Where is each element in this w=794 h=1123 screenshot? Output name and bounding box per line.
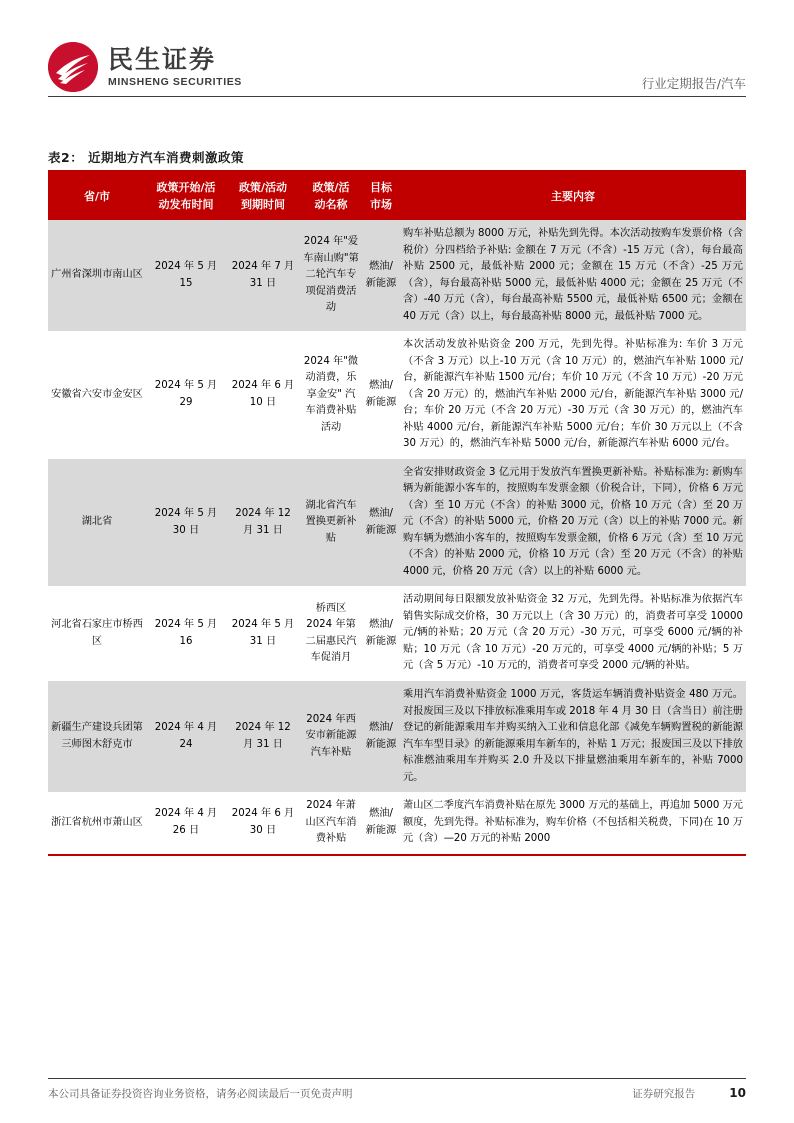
cell-region: 广州省深圳市南山区 <box>48 220 146 331</box>
footer-report-label: 证券研究报告 <box>632 1088 696 1100</box>
column-header-target-market <box>362 172 400 220</box>
cell-main-content: 购车补贴总额为 8000 万元，补贴先到先得。本次活动按购车发票价格（含税价）分四档给予补贴: 金额在 7 万元（不含）-15 万元（含），每台最高补贴 2500 元，最低补贴 2000 元；金额在 15 万元（不含）-25 万元（含），每台最高补贴 5000 元，最低补贴 4000 元；金额在 25 万元（不含）-40 万元（含），每台最高补贴 5500 元，最低补贴 6500 元；金额在 40 万元（含）以上，每台最高补贴 8000 元，最低补贴 7000 元。 <box>400 220 746 331</box>
cell-main-content: 乘用汽车消费补贴资金 1000 万元，客货运车辆消费补贴资金 480 万元。对报废国三及以下排放标准乘用车或 2018 年 4 月 30 日（含当日）前注册登记的新能源乘用车并购买纳入工业和信息化部《减免车辆购置税的新能源汽车车型目录》的新能源乘用车新车的，补贴 1 万元；报废国三及以下排放标准燃油乘用车并购买 2.0 升及以下排量燃油乘用车新车的，补贴 7000 元。 <box>400 681 746 792</box>
header-line: 市场 <box>370 198 392 212</box>
policy-table <box>48 172 746 854</box>
cell-start-date: 2024 年 4 月 24 <box>146 681 226 792</box>
cell-main-content: 活动期间每日限额发放补贴资金 32 万元，先到先得。补贴标准为依据汽车销售实际成交价格，30 万元以上（含 30 万元）的，消费者可享受 10000 元/辆的补贴；20 万元（含 20 万元）-30 万元，可享受 6000 元/辆的补贴；10 万元（含 10 万元）-20 万元的，可享受 4000 元/辆的补贴；5 万元（含 5 万元）-10 万元的，消费者可享受 2000 元/辆的补贴。 <box>400 586 746 681</box>
cell-start-date: 2024 年 5 月 30 日 <box>146 459 226 587</box>
column-header-region <box>48 172 146 220</box>
cell-end-date: 2024 年 12 月 31 日 <box>226 681 300 792</box>
cell-main-content: 本次活动发放补贴资金 200 万元，先到先得。补贴标准为: 车价 3 万元（不含 3 万元）以上-10 万元（含 10 万元）的，燃油汽车补贴 1000 元/台，新能源汽车补贴 1500 元/台；车价 10 万元（不含 10 万元）-20 万元（含 20 万元）的，燃油汽车补贴 2000 元/台，新能源汽车补贴 3000 元/台；车价 20 万元（不含 20 万元）-30 万元（含 30 万元）的，燃油汽车补贴 4000 元/台，新能源汽车补贴 5000 元/台；车价 30 万元以上（不含 30 万元）的，燃油汽车补贴 5000 元/台，新能源汽车补贴 6000 元/台。 <box>400 331 746 459</box>
column-header-end-date <box>226 172 300 220</box>
footer-right-group <box>632 1086 746 1101</box>
table-caption: 表2： 近期地方汽车消费刺激政策 <box>48 150 245 165</box>
footer-page-number: 10 <box>729 1086 746 1100</box>
cell-policy-name: 桥西区 2024 年第二届惠民汽车促消月 <box>300 586 362 681</box>
column-header-main-content <box>400 172 746 220</box>
cell-end-date: 2024 年 12 月 31 日 <box>226 459 300 587</box>
header-line: 到期时间 <box>241 198 285 212</box>
cell-region: 安徽省六安市金安区 <box>48 331 146 459</box>
brand-logo <box>48 42 242 92</box>
minsheng-logo-icon <box>48 42 98 92</box>
table-row <box>48 792 746 854</box>
column-header-policy-name <box>300 172 362 220</box>
table-row <box>48 681 746 792</box>
cell-policy-name: 2024 年"爱车南山购"第二轮汽车专项促消费活动 <box>300 220 362 331</box>
brand-text <box>108 44 242 88</box>
header-line: 动发布时间 <box>158 198 214 212</box>
cell-policy-name: 2024 年萧山区汽车消费补贴 <box>300 792 362 854</box>
footer-divider <box>48 1078 746 1079</box>
header-line: 省/市 <box>83 189 111 203</box>
cell-region: 河北省石家庄市桥西区 <box>48 586 146 681</box>
table-row <box>48 220 746 331</box>
header-line: 主要内容 <box>551 189 595 203</box>
column-header-start-date <box>146 172 226 220</box>
brand-name-cn: 民生证券 <box>108 44 217 74</box>
table-row <box>48 459 746 587</box>
cell-policy-name: 2024 年西安市新能源汽车补贴 <box>300 681 362 792</box>
brand-name-en: MINSHENG SECURITIES <box>108 75 242 88</box>
header-line: 动名称 <box>314 198 348 212</box>
cell-main-content: 全省安排财政资金 3 亿元用于发放汽车置换更新补贴。补贴标准为: 新购车辆为新能源小客车的，按照购车发票金额（价税合计，下同），价格 6 万元（含）至 10 万元（不含）的补贴 3000 元，价格 10 万元（含）至 20 万元（不含）的补贴 5000 元，价格 20 万元（含）以上的补贴 7000 元。新购车辆为燃油小客车的，按照购车发票金额，价格 6 万元（含）至 10 万元（不含）的补贴 2000 元，价格 10 万元（含）至 20 万元（不含）的补贴 4000 元，价格 20 万元（含）以上的补贴 6000 元。 <box>400 459 746 587</box>
cell-end-date: 2024 年 6 月 10 日 <box>226 331 300 459</box>
cell-start-date: 2024 年 5 月 16 <box>146 586 226 681</box>
page-footer <box>48 1086 746 1101</box>
header-line: 政策/活 <box>312 181 350 194</box>
report-category: 行业定期报告/汽车 <box>641 76 746 91</box>
table-head <box>48 172 746 220</box>
table-body <box>48 220 746 854</box>
cell-start-date: 2024 年 5 月 29 <box>146 331 226 459</box>
page-header <box>48 38 746 96</box>
cell-policy-name: 2024 年"微动消费，乐享金安" 汽车消费补贴活动 <box>300 331 362 459</box>
header-divider <box>48 96 746 97</box>
table-header-row <box>48 172 746 220</box>
cell-region: 浙江省杭州市萧山区 <box>48 792 146 854</box>
cell-end-date: 2024 年 5 月 31 日 <box>226 586 300 681</box>
header-line: 政策/活动 <box>238 181 288 194</box>
cell-target-market: 燃油/新能源 <box>362 220 400 331</box>
cell-target-market: 燃油/新能源 <box>362 792 400 854</box>
cell-region: 湖北省 <box>48 459 146 587</box>
cell-target-market: 燃油/新能源 <box>362 681 400 792</box>
cell-main-content: 萧山区二季度汽车消费补贴在原先 3000 万元的基础上，再追加 5000 万元额度，先到先得。补贴标准为，购车价格（不包括相关税费，下同)在 10 万元（含）—20 万元的补贴 2000 <box>400 792 746 854</box>
cell-end-date: 2024 年 7 月 31 日 <box>226 220 300 331</box>
table-row <box>48 586 746 681</box>
cell-start-date: 2024 年 5 月 15 <box>146 220 226 331</box>
table-row <box>48 331 746 459</box>
header-line: 目标 <box>370 181 392 194</box>
header-line: 政策开始/活 <box>156 181 216 194</box>
cell-target-market: 燃油/新能源 <box>362 586 400 681</box>
cell-start-date: 2024 年 4 月 26 日 <box>146 792 226 854</box>
cell-target-market: 燃油/新能源 <box>362 459 400 587</box>
table-bottom-rule <box>48 854 746 856</box>
footer-disclaimer: 本公司具备证券投资咨询业务资格，请务必阅读最后一页免责声明 <box>48 1088 353 1100</box>
cell-end-date: 2024 年 6 月 30 日 <box>226 792 300 854</box>
cell-region: 新疆生产建设兵团第三师图木舒克市 <box>48 681 146 792</box>
cell-target-market: 燃油/新能源 <box>362 331 400 459</box>
cell-policy-name: 湖北省汽车置换更新补贴 <box>300 459 362 587</box>
